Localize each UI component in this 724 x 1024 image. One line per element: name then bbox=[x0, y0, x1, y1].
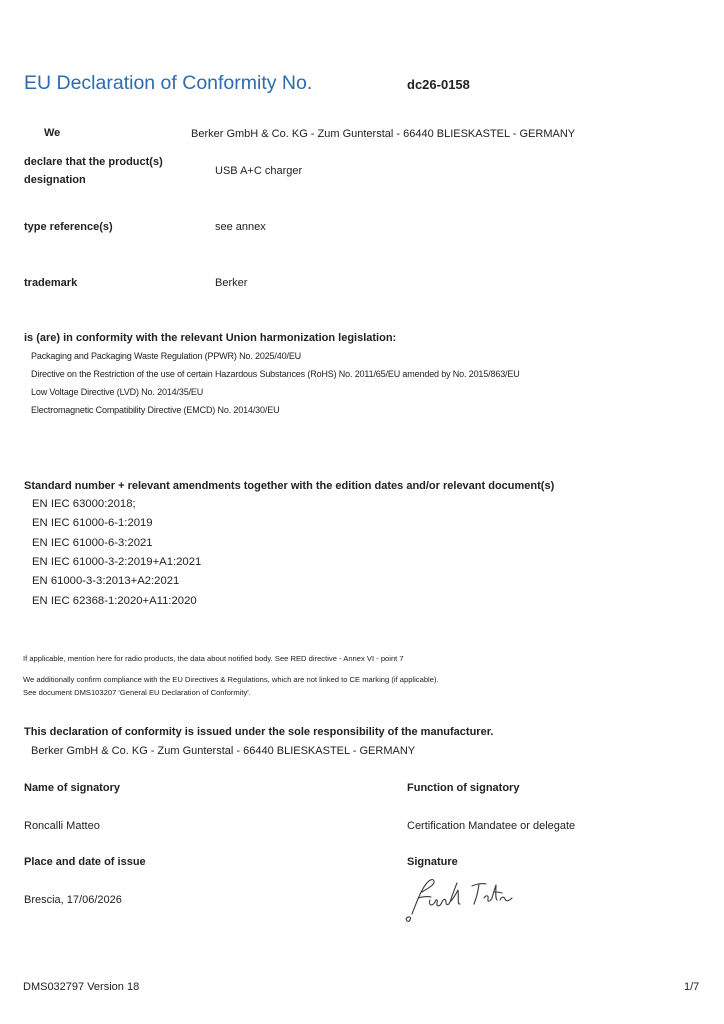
type-reference-label: type reference(s) bbox=[24, 221, 113, 233]
responsibility-statement: This declaration of conformity is issued under the sole responsibility of the manufacturer. bbox=[24, 726, 494, 738]
standard-item: EN IEC 61000-6-1:2019 bbox=[32, 517, 153, 529]
document-title: EU Declaration of Conformity No. bbox=[24, 72, 313, 94]
place-date-value: Brescia, 17/06/2026 bbox=[24, 894, 122, 906]
signatory-name: Roncalli Matteo bbox=[24, 820, 100, 832]
standards-heading: Standard number + relevant amendments together with the edition dates and/or relevant document(s) bbox=[24, 480, 555, 492]
document-version: DMS032797 Version 18 bbox=[23, 981, 140, 993]
product-label-line1: declare that the product(s) bbox=[24, 156, 163, 168]
signatory-function: Certification Mandatee or delegate bbox=[407, 820, 576, 832]
standard-item: EN IEC 62368-1:2020+A11:2020 bbox=[32, 595, 197, 607]
manufacturer-company: Berker GmbH & Co. KG - Zum Gunterstal - 66440 BLIESKASTEL - GERMANY bbox=[31, 745, 416, 757]
trademark-value: Berker bbox=[215, 277, 248, 289]
standard-item: EN IEC 61000-3-2:2019+A1:2021 bbox=[32, 556, 202, 568]
product-label-line2: designation bbox=[24, 174, 86, 186]
legislation-item: Directive on the Restriction of the use of certain Hazardous Substances (RoHS) No. 2011/65/EU amended by No. 2015/863/EU bbox=[31, 369, 520, 379]
type-reference-value: see annex bbox=[215, 221, 266, 233]
signatory-name-label: Name of signatory bbox=[24, 782, 120, 794]
legislation-heading: is (are) in conformity with the relevant Union harmonization legislation: bbox=[24, 332, 397, 344]
standard-item: EN IEC 61000-6-3:2021 bbox=[32, 537, 153, 549]
product-designation: USB A+C charger bbox=[215, 165, 303, 177]
standard-item: EN 61000-3-3:2013+A2:2021 bbox=[32, 575, 180, 587]
additional-compliance-note: We additionally confirm compliance with the EU Directives & Regulations, which are not linked to CE marking (if applicable). bbox=[23, 675, 439, 684]
legislation-item: Low Voltage Directive (LVD) No. 2014/35/EU bbox=[31, 387, 204, 397]
radio-products-note: If applicable, mention here for radio products, the data about notified body. See RED directive - Annex VI - point 7 bbox=[23, 654, 404, 663]
handwritten-signature bbox=[400, 870, 520, 925]
signature-label: Signature bbox=[407, 856, 458, 868]
signatory-function-label: Function of signatory bbox=[407, 782, 520, 794]
general-declaration-reference: See document DMS103207 'General EU Declaration of Conformity'. bbox=[23, 688, 251, 697]
page-number: 1/7 bbox=[684, 981, 700, 993]
place-date-label: Place and date of issue bbox=[24, 856, 146, 868]
standard-item: EN IEC 63000:2018; bbox=[32, 498, 136, 510]
declaration-number: dc26-0158 bbox=[407, 77, 470, 92]
trademark-label: trademark bbox=[24, 277, 78, 289]
we-label: We bbox=[44, 127, 61, 139]
legislation-item: Electromagnetic Compatibility Directive (EMCD) No. 2014/30/EU bbox=[31, 405, 280, 415]
legislation-item: Packaging and Packaging Waste Regulation (PPWR) No. 2025/40/EU bbox=[31, 351, 302, 361]
declarant-company: Berker GmbH & Co. KG - Zum Gunterstal - 66440 BLIESKASTEL - GERMANY bbox=[191, 128, 576, 140]
